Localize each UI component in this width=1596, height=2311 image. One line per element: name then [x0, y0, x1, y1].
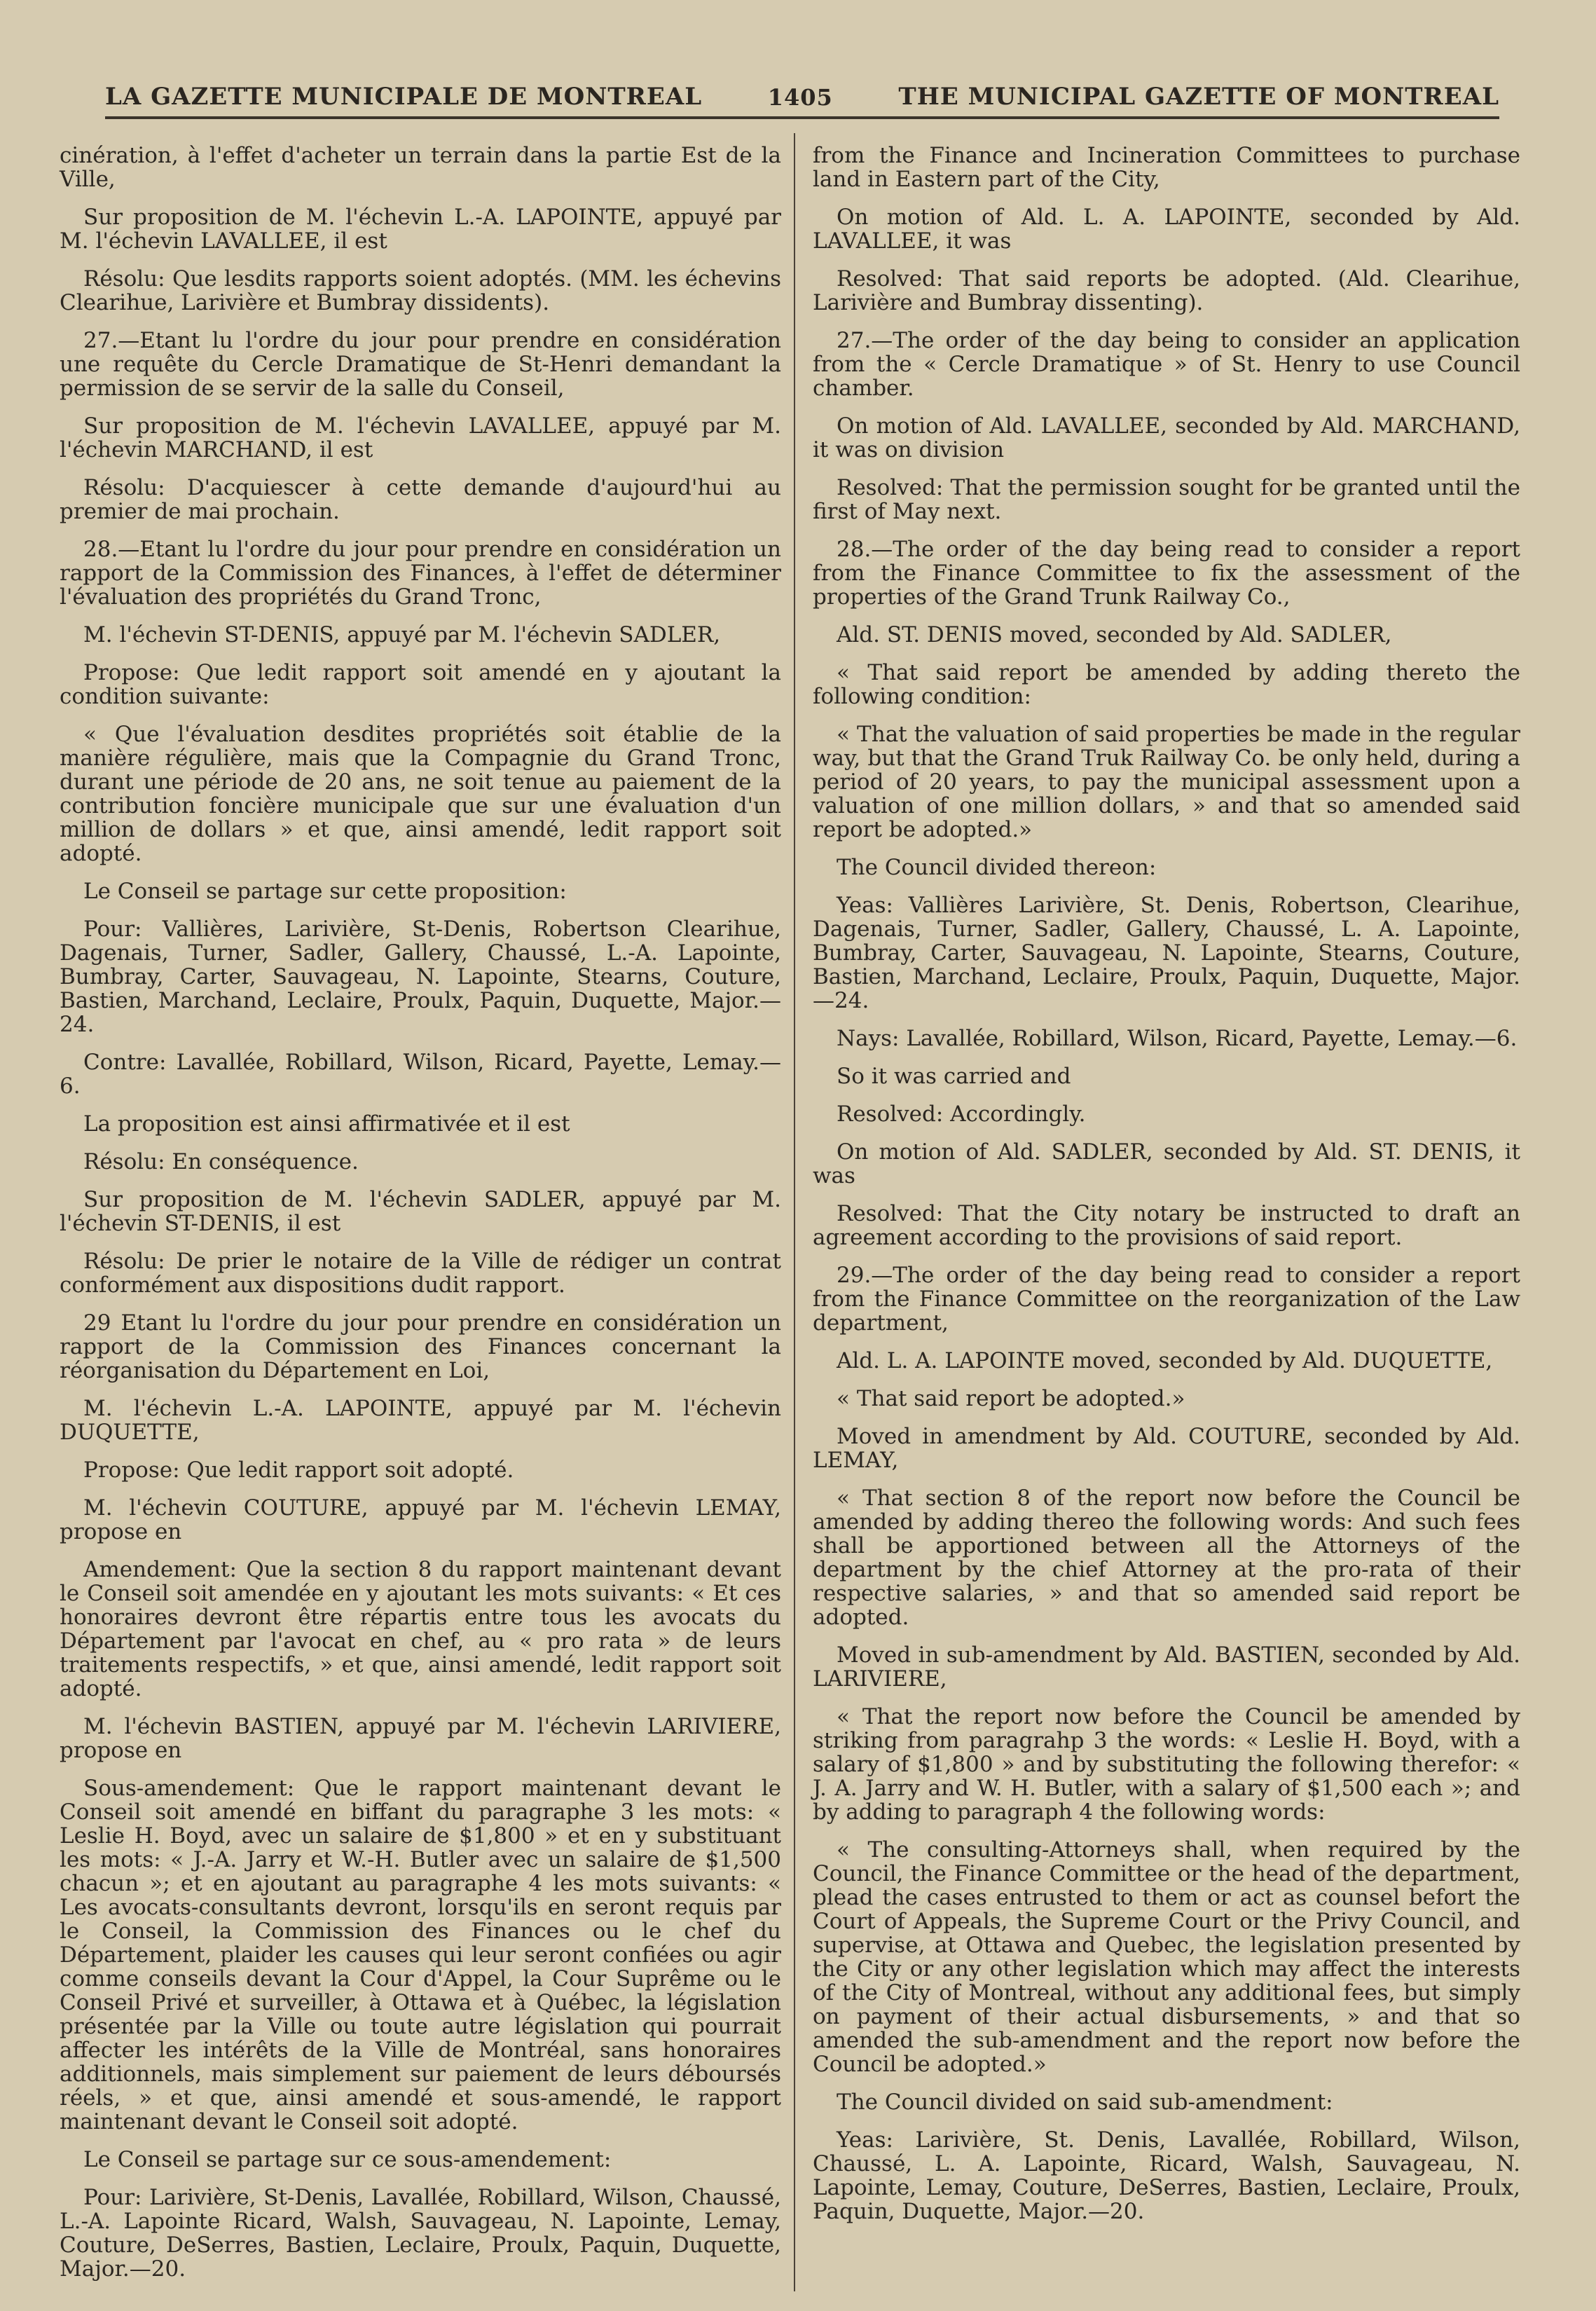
- french-paragraph: Le Conseil se partage sur cette proposition:: [83, 879, 567, 904]
- french-paragraph: Propose: Que ledit rapport soit adopté.: [83, 1458, 514, 1483]
- english-paragraph: from the Finance and Incineration Committees to purchase land in Eastern part of the City,: [813, 143, 1520, 192]
- english-paragraph: Resolved: That said reports be adopted. (Ald. Clearihue, Larivière and Bumbray dissenting).: [813, 266, 1520, 315]
- french-paragraph: 28.—Etant lu l'ordre du jour pour prendre en considération un rapport de la Commission des Finances, à l'effet de déterminer l'évaluation des propriétés du Grand Tronc,: [60, 537, 781, 610]
- french-paragraph: cinération, à l'effet d'acheter un terrain dans la partie Est de la Ville,: [60, 143, 781, 192]
- french-paragraph: Sur proposition de M. l'échevin L.-A. LAPOINTE, appuyé par M. l'échevin LAVALLEE, il est: [60, 205, 781, 254]
- french-paragraph: Résolu: De prier le notaire de la Ville de rédiger un contrat conformément aux dispositions dudit rapport.: [60, 1249, 781, 1298]
- english-paragraph: « That said report be adopted.»: [837, 1386, 1185, 1411]
- page-header: [105, 67, 1499, 119]
- french-paragraph: « Que l'évaluation desdites propriétés soit établie de la manière régulière, mais que la Compagnie du Grand Tronc, durant une période de 20 ans, ne soit tenue au paiement de la contribution foncière municipale que sur une évaluation d'un million de dollars » et que, ainsi amendé, ledit rapport soit adopté.: [60, 722, 781, 866]
- french-paragraph: Sous-amendement: Que le rapport maintenant devant le Conseil soit amendé en biffant du paragraphe 3 les mots: « Leslie H. Boyd, avec un salaire de $1,800 » et en y substituant les mots: « J.-A. Jarry et W.-H. Butler avec un salaire de $1,500 chacun »; et en ajoutant au paragraphe 4 les mots suivants: « Les avocats-consultants devront, lorsqu'ils en seront requis par le Conseil, la Commission des Finances ou le chef du Département, plaider les causes qui leur seront confiées ou agir comme conseils devant la Cour d'Appel, la Cour Suprême ou le Conseil Privé et surveiller, à Ottawa et à Québec, la législation présentée par la Ville ou toute autre législation qui pourrait affecter les intérêts de la Ville de Montréal, sans honoraires additionnels, mais simplement sur paiement de leurs déboursés réels, » et que, ainsi amendé et sous-amendé, le rapport maintenant devant le Conseil soit adopté.: [60, 1776, 781, 2134]
- english-paragraph: On motion of Ald. L. A. LAPOINTE, seconded by Ald. LAVALLEE, it was: [813, 205, 1520, 254]
- english-column: [813, 144, 1520, 2237]
- english-paragraph: The Council divided on said sub-amendment:: [837, 2090, 1333, 2115]
- french-paragraph: 29 Etant lu l'ordre du jour pour prendre en considération un rapport de la Commission des Finances concernant la réorganisation du Département en Loi,: [60, 1310, 781, 1383]
- english-paragraph: « That the valuation of said properties be made in the regular way, but that the Grand Truk Railway Co. be only held, during a period of 20 years, to pay the municipal assessment upon a valuation of one million dollars, » and that so amended said report be adopted.»: [813, 722, 1520, 842]
- english-paragraph: Moved in amendment by Ald. COUTURE, seconded by Ald. LEMAY,: [813, 1424, 1520, 1473]
- english-paragraph: « That said report be amended by adding thereto the following condition:: [813, 660, 1520, 709]
- english-paragraph: Nays: Lavallée, Robillard, Wilson, Ricard, Payette, Lemay.—6.: [837, 1026, 1518, 1051]
- english-paragraph: So it was carried and: [837, 1064, 1071, 1089]
- english-paragraph: « That the report now before the Council be amended by striking from paragrahp 3 the words: « Leslie H. Boyd, with a salary of $1,800 » and by substituting the following therefor: « J. A. Jarry and W. H. Butler, with a salary of $1,500 each »; and by adding to paragraph 4 the following words:: [813, 1704, 1520, 1825]
- french-paragraph: Contre: Lavallée, Robillard, Wilson, Ricard, Payette, Lemay.—6.: [60, 1050, 781, 1099]
- french-paragraph: M. l'échevin COUTURE, appuyé par M. l'échevin LEMAY, propose en: [60, 1495, 781, 1544]
- header-french-title: LA GAZETTE MUNICIPALE DE MONTREAL: [105, 83, 703, 111]
- french-paragraph: Résolu: D'acquiescer à cette demande d'aujourd'hui au premier de mai prochain.: [60, 475, 781, 524]
- header-english-title: THE MUNICIPAL GAZETTE OF MONTREAL: [898, 83, 1499, 111]
- english-paragraph: The Council divided thereon:: [837, 855, 1157, 880]
- english-paragraph: Ald. ST. DENIS moved, seconded by Ald. SADLER,: [837, 622, 1392, 647]
- english-paragraph: Yeas: Larivière, St. Denis, Lavallée, Robillard, Wilson, Chaussé, L. A. Lapointe, Ricard, Walsh, Sauvageau, N. Lapointe, Lemay, Couture, DeSerres, Bastien, Leclaire, Proulx, Paquin, Duquette, Major.—20.: [813, 2127, 1520, 2224]
- english-paragraph: 28.—The order of the day being read to consider a report from the Finance Committee to fix the assessment of the properties of the Grand Trunk Railway Co.,: [813, 537, 1520, 610]
- french-column: [60, 144, 781, 2295]
- english-paragraph: Moved in sub-amendment by Ald. BASTIEN, seconded by Ald. LARIVIERE,: [813, 1643, 1520, 1692]
- english-paragraph: « The consulting-Attorneys shall, when required by the Council, the Finance Committee or the head of the department, plead the cases entrusted to them or act as counsel befort the Court of Appeals, the Supreme Court or the Privy Council, and supervise, at Ottawa and Quebec, the legislation presented by the City or any other legislation which may affect the interests of the City of Montreal, without any additional fees, but simply on payment of their actual disbursements, » and that so amended the sub-amendment and the report now before the Council be adopted.»: [813, 1837, 1520, 2077]
- english-paragraph: 29.—The order of the day being read to consider a report from the Finance Committee on the reorganization of the Law department,: [813, 1263, 1520, 1336]
- french-paragraph: La proposition est ainsi affirmativée et il est: [83, 1111, 570, 1137]
- french-paragraph: 27.—Etant lu l'ordre du jour pour prendre en considération une requête du Cercle Dramatique de St-Henri demandant la permission de se servir de la salle du Conseil,: [60, 328, 781, 401]
- english-paragraph: On motion of Ald. LAVALLEE, seconded by Ald. MARCHAND, it was on division: [813, 413, 1520, 462]
- english-paragraph: On motion of Ald. SADLER, seconded by Ald. ST. DENIS, it was: [813, 1139, 1520, 1188]
- english-paragraph: 27.—The order of the day being to consider an application from the « Cercle Dramatique » of St. Henry to use Council chamber.: [813, 328, 1520, 401]
- page-number: 1405: [767, 84, 833, 111]
- english-paragraph: Yeas: Vallières Larivière, St. Denis, Robertson, Clearihue, Dagenais, Turner, Sadler, Gallery, Chaussé, L. A. Lapointe, Bumbray, Carter, Sauvageau, N. Lapointe, Stearns, Couture, Bastien, Marchand, Leclaire, Proulx, Paquin, Duquette, Major.—24.: [813, 893, 1520, 1013]
- french-paragraph: Pour: Vallières, Larivière, St-Denis, Robertson Clearihue, Dagenais, Turner, Sadler, Gallery, Chaussé, L.-A. Lapointe, Bumbray, Carter, Sauvageau, N. Lapointe, Stearns, Couture, Bastien, Marchand, Leclaire, Proulx, Paquin, Duquette, Major.—24.: [60, 917, 781, 1037]
- french-paragraph: Sur proposition de M. l'échevin SADLER, appuyé par M. l'échevin ST-DENIS, il est: [60, 1187, 781, 1236]
- french-paragraph: Le Conseil se partage sur ce sous-amendement:: [83, 2147, 612, 2172]
- french-paragraph: Pour: Larivière, St-Denis, Lavallée, Robillard, Wilson, Chaussé, L.-A. Lapointe Ricard, Walsh, Sauvageau, N. Lapointe, Lemay, Couture, DeSerres, Bastien, Leclaire, Proulx, Paquin, Duquette, Major.—20.: [60, 2185, 781, 2282]
- english-paragraph: Ald. L. A. LAPOINTE moved, seconded by Ald. DUQUETTE,: [837, 1348, 1493, 1373]
- french-paragraph: Sur proposition de M. l'échevin LAVALLEE, appuyé par M. l'échevin MARCHAND, il est: [60, 413, 781, 462]
- english-paragraph: Resolved: That the permission sought for be granted until the first of May next.: [813, 475, 1520, 524]
- french-paragraph: Résolu: En conséquence.: [83, 1149, 359, 1174]
- english-paragraph: « That section 8 of the report now before the Council be amended by adding thereo the following words: And such fees shall be apportioned between all the Attorneys of the department by the chief Attorney at the pro-rata of their respective salaries, » and that so amended said report be adopted.: [813, 1486, 1520, 1630]
- english-paragraph: Resolved: Accordingly.: [837, 1102, 1086, 1127]
- french-paragraph: Résolu: Que lesdits rapports soient adoptés. (MM. les échevins Clearihue, Larivière et Bumbray dissidents).: [60, 266, 781, 315]
- french-paragraph: Amendement: Que la section 8 du rapport maintenant devant le Conseil soit amendée en y ajoutant les mots suivants: « Et ces honoraires devront être répartis entre tous les avocats du Département par l'avocat en chef, au « pro rata » de leurs traitements respectifs, » et que, ainsi amendé, ledit rapport soit adopté.: [60, 1557, 781, 1701]
- french-paragraph: M. l'échevin BASTIEN, appuyé par M. l'échevin LARIVIERE, propose en: [60, 1714, 781, 1763]
- french-paragraph: Propose: Que ledit rapport soit amendé en y ajoutant la condition suivante:: [60, 660, 781, 709]
- column-divider: [794, 133, 795, 2291]
- english-paragraph: Resolved: That the City notary be instructed to draft an agreement according to the provisions of said report.: [813, 1201, 1520, 1250]
- french-paragraph: M. l'échevin ST-DENIS, appuyé par M. l'échevin SADLER,: [83, 622, 721, 647]
- french-paragraph: M. l'échevin L.-A. LAPOINTE, appuyé par M. l'échevin DUQUETTE,: [60, 1396, 781, 1445]
